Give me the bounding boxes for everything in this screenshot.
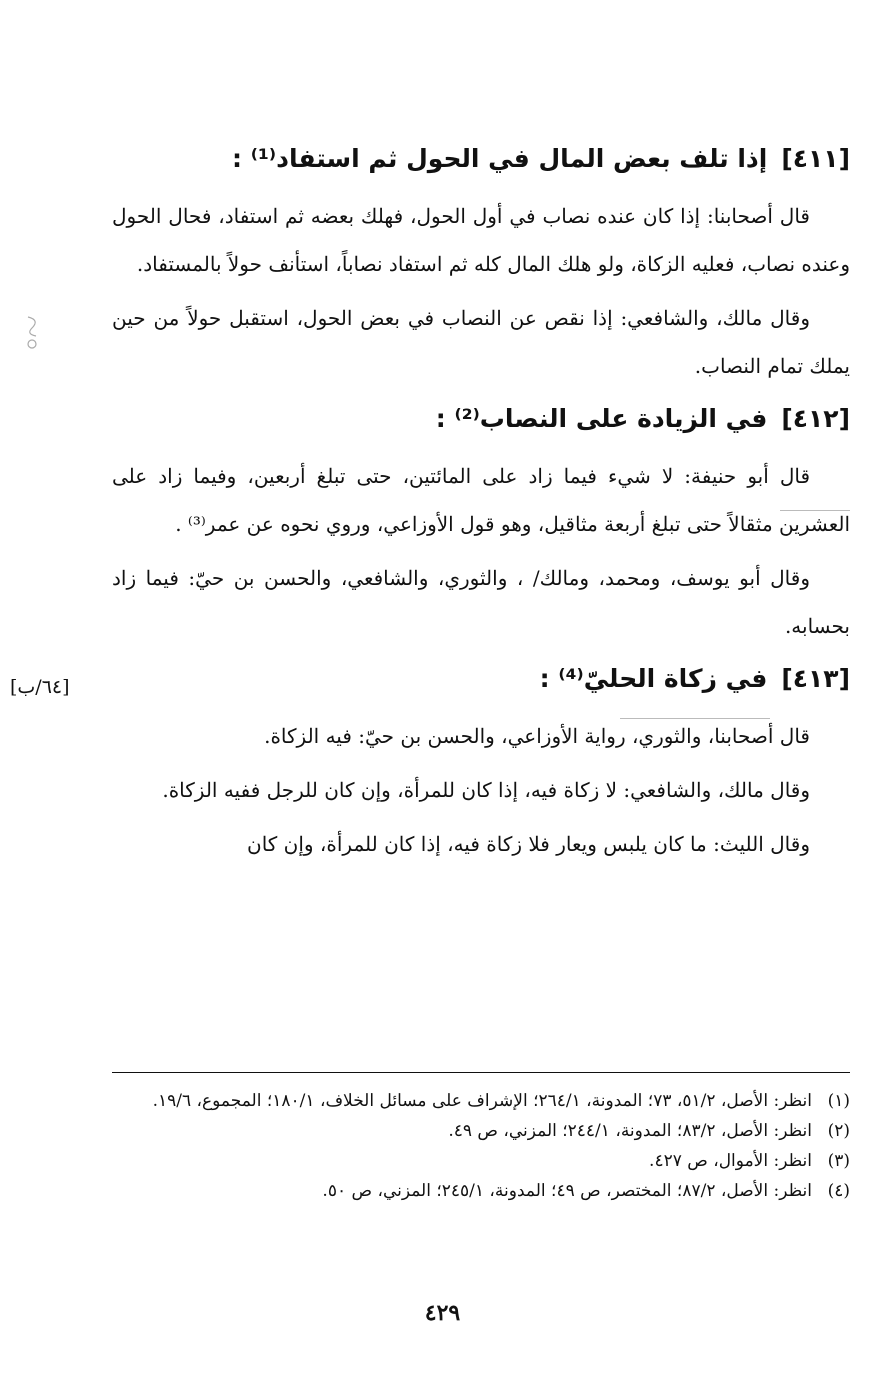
footnotes [112,1086,850,1206]
heading-title: في الزيادة على النصاب⁽²⁾ : [435,404,768,433]
heading-title: إذا تلف بعض المال في الحول ثم استفاد⁽¹⁾ : [232,144,768,173]
heading-number: [٤١٣] [781,664,850,693]
footnote [112,1086,850,1116]
section-heading [112,136,850,182]
footnote [112,1176,850,1206]
section-heading [112,396,850,442]
section-heading [112,656,850,702]
manuscript-folio-marker: [٦٤/ب] [10,676,70,698]
paragraph: قال أصحابنا، والثوري، رواية الأوزاعي، والحسن بن حيّ: فيه الزكاة. [264,724,810,748]
footnote [112,1146,850,1176]
section-413 [112,656,850,868]
main-text [112,136,850,874]
footnote-text: انظر: الأصل، ٨٣/٢؛ المدونة، ٢٤٤/١؛ المزني، ص ٤٩. [448,1121,812,1141]
footnote-separator [112,1072,850,1073]
paragraph: قال أصحابنا: إذا كان عنده نصاب في أول الحول، فهلك بعضه ثم استفاد، فحال الحول وعنده نصاب، فعليه الزكاة، ولو هلك المال كله ثم استفاد نصاباً، استأنف حولاً بالمستفاد. [112,204,850,276]
footnote-number: (٢) [827,1121,850,1141]
paragraph: وقال الليث: ما كان يلبس ويعار فلا زكاة فيه، إذا كان للمرأة، وإن كان [247,832,810,856]
heading-number: [٤١١] [781,144,850,173]
footnote-number: (١) [827,1091,850,1111]
underline-mark [620,718,770,719]
paragraph: وقال أبو يوسف، ومحمد، ومالك/ ، والثوري، والشافعي، والحسن بن حيّ: فيما زاد بحسابه. [112,566,850,638]
section-411 [112,136,850,390]
paragraph: وقال مالك، والشافعي: لا زكاة فيه، إذا كان للمرأة، وإن كان للرجل ففيه الزكاة. [162,778,810,802]
footnote-text: انظر: الأصل، ٨٧/٢؛ المختصر، ص ٤٩؛ المدونة، ٢٤٥/١؛ المزني، ص ٥٠. [322,1181,812,1201]
paragraph: وقال مالك، والشافعي: إذا نقص عن النصاب في بعض الحول، استقبل حولاً من حين يملك تمام النصاب. [112,306,850,378]
heading-number: [٤١٢] [781,404,850,433]
footnote-number: (٤) [827,1181,850,1201]
heading-title: في زكاة الحليّ⁽⁴⁾ : [539,664,768,693]
footnote-text: انظر: الأموال، ص ٤٢٧. [649,1151,812,1171]
page-number: ٤٢٩ [424,1300,461,1326]
footnote [112,1116,850,1146]
handwritten-mark-icon [18,312,48,352]
footnote-text: انظر: الأصل، ٥١/٢، ٧٣؛ المدونة، ٢٦٤/١؛ الإشراف على مسائل الخلاف، ١٨٠/١؛ المجموع، ١٩/٦. [152,1091,812,1111]
underline-mark [780,510,850,511]
paragraph: قال أبو حنيفة: لا شيء فيما زاد على المائتين، حتى تبلغ أربعين، وفيما زاد على العشرين مثقالاً حتى تبلغ أربعة مثاقيل، وهو قول الأوزاعي، وروي نحوه عن عمر⁽³⁾ . [112,464,850,536]
footnote-number: (٣) [827,1151,850,1171]
section-412 [112,396,850,650]
